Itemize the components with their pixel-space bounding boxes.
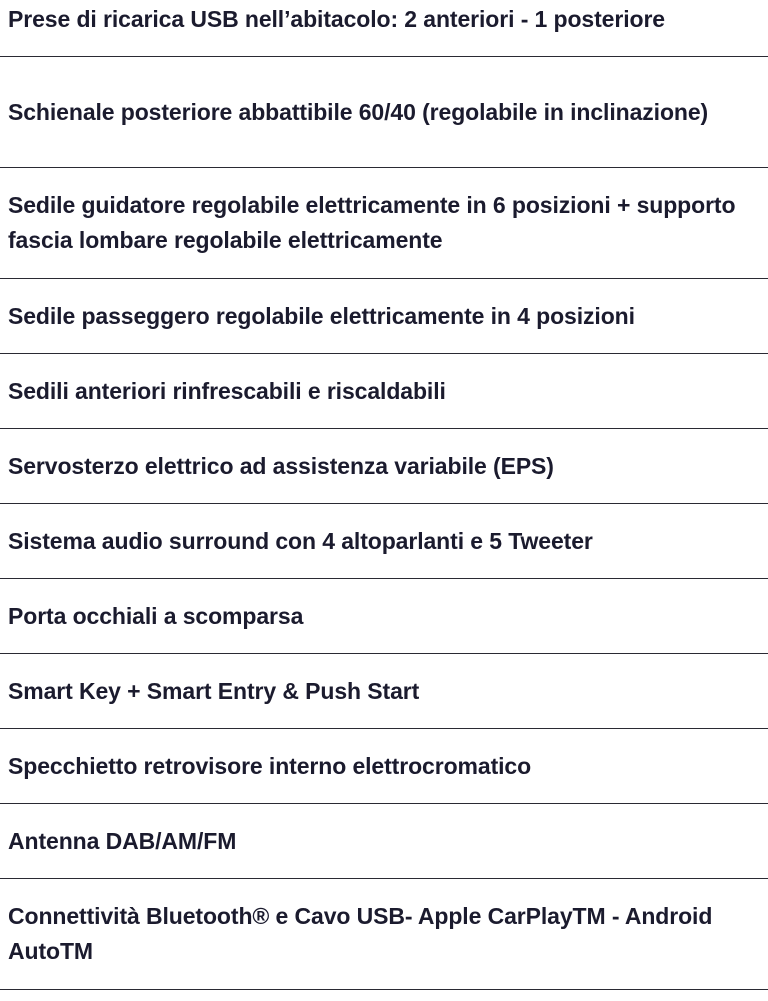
feature-text: Schienale posteriore abbattibile 60/40 (regolabile in inclinazione) xyxy=(8,98,709,125)
feature-item-audio-system xyxy=(0,504,768,579)
feature-text: Servosterzo elettrico ad assistenza variabile (EPS) xyxy=(8,452,554,479)
feature-text: Prese di ricarica USB nell’abitacolo: 2 anteriori - 1 posteriore xyxy=(8,5,665,32)
feature-item-smart-key xyxy=(0,654,768,729)
feature-text: Antenna DAB/AM/FM xyxy=(8,827,237,854)
feature-item-usb-ports xyxy=(0,0,768,57)
feature-text: Sedile passeggero regolabile elettricamente in 4 posizioni xyxy=(8,302,635,329)
feature-item-power-steering xyxy=(0,429,768,504)
feature-item-rear-seat xyxy=(0,57,768,168)
feature-text: Specchietto retrovisore interno elettrocromatico xyxy=(8,752,532,779)
feature-text: Connettività Bluetooth® e Cavo USB- Apple CarPlayTM - Android AutoTM xyxy=(8,903,713,964)
feature-item-connectivity xyxy=(0,879,768,990)
feature-item-glasses-holder xyxy=(0,579,768,654)
feature-text: Smart Key + Smart Entry & Push Start xyxy=(8,677,420,704)
feature-item-passenger-seat xyxy=(0,279,768,354)
feature-item-antenna xyxy=(0,804,768,879)
feature-item-mirror xyxy=(0,729,768,804)
feature-item-driver-seat xyxy=(0,168,768,279)
feature-text: Porta occhiali a scomparsa xyxy=(8,602,304,629)
feature-text: Sistema audio surround con 4 altoparlanti e 5 Tweeter xyxy=(8,527,593,554)
feature-item-front-seats xyxy=(0,354,768,429)
feature-text: Sedile guidatore regolabile elettricamente in 6 posizioni + supporto fascia lombare regolabile elettricamente xyxy=(8,192,736,253)
feature-text: Sedili anteriori rinfrescabili e riscaldabili xyxy=(8,377,446,404)
